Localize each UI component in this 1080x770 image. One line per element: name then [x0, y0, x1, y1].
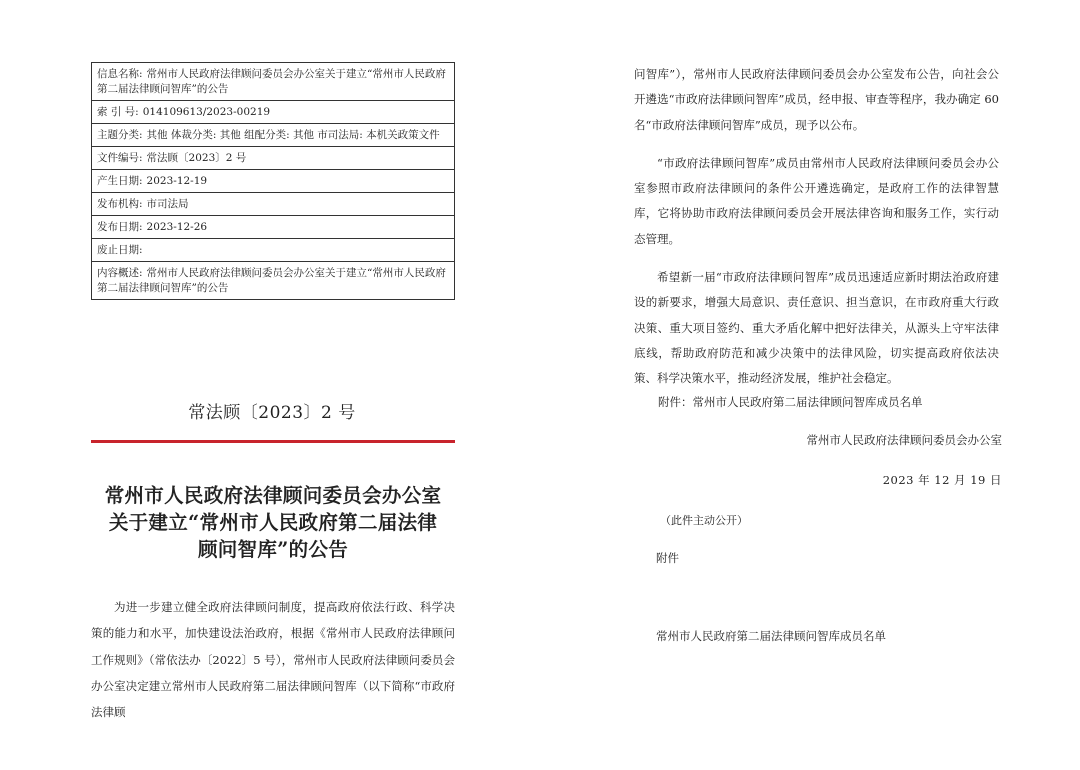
body-paragraph: 问智库”），常州市人民政府法律顾问委员会办公室发布公告，向社会公开遴选“市政府法律顾问智库”成员，经申报、审查等程序，我办确定 60 名“市政府法律顾问智库”成员，现予以公布。	[634, 67, 999, 132]
body-paragraph: “市政府法律顾问智库”成员由常州市人民政府法律顾问委员会办公室参照市政府法律顾问的条件公开遴选确定，是政府工作的法律智慧库，它将协助市政府法律顾问委员会开展法律咨询和服务工作，实行动态管理。	[634, 155, 999, 246]
info-label: 信息名称:	[97, 68, 143, 80]
info-label: 废止日期:	[97, 244, 143, 256]
info-value: 常州市人民政府法律顾问委员会办公室关于建立“常州市人民政府第二届法律顾问智库”的公告	[97, 267, 446, 294]
title-line: 常州市人民政府法律顾问委员会办公室	[104, 484, 442, 507]
info-row-created	[92, 170, 454, 193]
attachment-heading: 附件	[656, 551, 679, 565]
info-value: 其他 体裁分类: 其他 组配分类: 其他 市司法局: 本机关政策文件	[146, 129, 440, 141]
red-divider	[91, 440, 455, 443]
attachment-list-title: 常州市人民政府第二届法律顾问智库成员名单	[656, 629, 886, 643]
info-row-summary	[92, 262, 454, 299]
info-row-abolish	[92, 239, 454, 262]
title-line: 顾问智库”的公告	[197, 538, 349, 561]
body-paragraph-left: 为进一步建立健全政府法律顾问制度，提高政府依法行政、科学决策的能力和水平，加快建设法治政府，根据《常州市人民政府法律顾问工作规则》（常依法办〔2022〕5 号），常州市人民政府法律顾问委员会办公室决定建立常州市人民政府第二届法律顾问智库（以下简称“市政府法律顾	[91, 600, 455, 720]
info-value: 市司法局	[146, 198, 189, 210]
info-row-name	[92, 63, 454, 101]
info-label: 文件编号:	[97, 152, 143, 164]
right-page	[540, 0, 1080, 770]
info-row-pubdate	[92, 216, 454, 239]
info-value: 常州市人民政府法律顾问委员会办公室关于建立“常州市人民政府第二届法律顾问智库”的公告	[97, 68, 446, 95]
info-label: 内容概述:	[97, 267, 143, 279]
info-label: 主题分类:	[97, 129, 143, 141]
signature-date: 2023 年 12 月 19 日	[882, 473, 1002, 487]
info-label: 发布日期:	[97, 221, 143, 233]
document-title	[91, 482, 455, 563]
info-row-docno	[92, 147, 454, 170]
info-label: 产生日期:	[97, 175, 143, 187]
info-row-topic	[92, 124, 454, 147]
info-value: 2023-12-19	[146, 175, 208, 187]
body-right	[634, 62, 999, 405]
body-paragraph: 希望新一届“市政府法律顾问智库”成员迅速适应新时期法治政府建设的新要求，增强大局意识、责任意识、担当意识，在市政府重大行政决策、重大项目签约、重大矛盾化解中把好法律关，从源头上守牢法律底线，帮助政府防范和减少决策中的法律风险，切实提高政府依法决策、科学决策水平，推动经济发展，维护社会稳定。	[634, 270, 999, 386]
info-value: 014109613/2023-00219	[142, 106, 271, 118]
info-table	[91, 62, 455, 300]
doc-number: 常法顾〔2023〕2 号	[188, 403, 356, 423]
public-note: （此件主动公开）	[660, 514, 748, 527]
info-row-index	[92, 101, 454, 124]
info-value: 2023-12-26	[146, 221, 208, 233]
info-value: 常法顾〔2023〕2 号	[146, 152, 247, 164]
info-row-org	[92, 193, 454, 216]
info-label: 索 引 号:	[97, 106, 139, 118]
title-line: 关于建立“常州市人民政府第二届法律	[108, 511, 438, 534]
signature-org: 常州市人民政府法律顾问委员会办公室	[806, 433, 1002, 447]
attachment-line: 附件：常州市人民政府第二届法律顾问智库成员名单	[658, 395, 923, 409]
info-label: 发布机构:	[97, 198, 143, 210]
